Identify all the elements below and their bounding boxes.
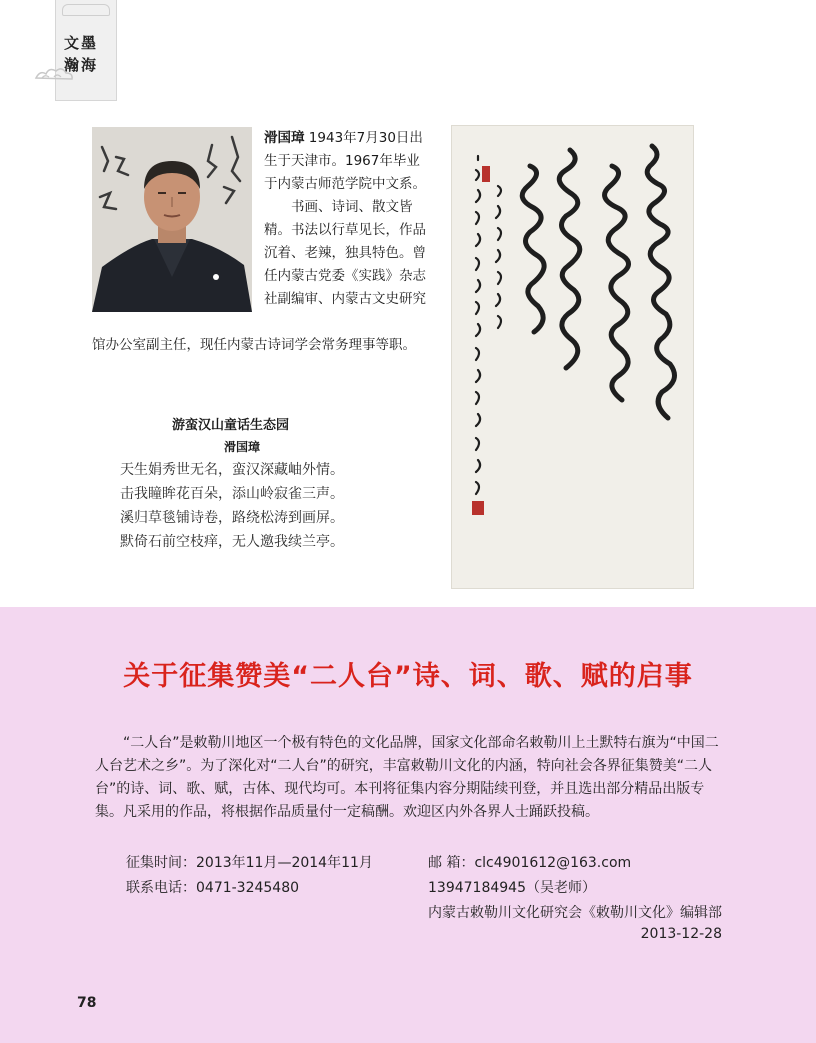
cloud-ornament-icon	[32, 64, 76, 84]
author-bio	[264, 127, 432, 311]
notice-mobile: 13947184945（吴老师）	[428, 880, 596, 896]
badge-ornament	[62, 4, 110, 16]
portrait-illustration	[92, 127, 252, 312]
poem-title: 游蛮汉山童话生态园	[172, 418, 290, 433]
section-badge	[55, 0, 117, 101]
author-portrait	[92, 127, 252, 312]
author-name: 滑国璋	[264, 130, 305, 146]
notice-email: 邮 箱：clc4901612@163.com	[428, 855, 632, 871]
page-number: 78	[77, 995, 97, 1011]
notice-paragraph: “二人台”是敕勒川地区一个极有特色的文化品牌，国家文化部命名敕勒川上土默特右旗为“中国二人台艺术之乡”。为了深化对“二人台”的研究，丰富敕勒川文化的内涵，特向社会各界征集赞美“二人台”的诗、词、歌、赋，古体、现代均可。本刊将征集内容分期陆续刊登，并且选出部分精品出版专集。凡采用的作品，将根据作品质量付一定稿酬。欢迎区内外各界人士踊跃投稿。	[95, 735, 719, 820]
author-bio-tail: 馆办公室副主任，现任内蒙古诗词学会常务理事等职。	[92, 337, 416, 353]
author-bio-head: 1943年7月30日出生于天津市。1967年毕业于内蒙古师范学院中文系。	[264, 130, 426, 192]
seal-stamp-icon	[482, 166, 490, 182]
section-label-line2: 瀚海	[64, 56, 99, 74]
notice-title: 关于征集赞美“二人台”诗、词、歌、赋的启事	[123, 661, 693, 692]
notice-signature: 内蒙古敕勒川文化研究会《敕勒川文化》编辑部	[428, 905, 722, 921]
notice-period: 征集时间：2013年11月—2014年11月	[126, 855, 373, 871]
notice-body	[95, 732, 727, 824]
poem-author: 滑国璋	[224, 440, 261, 454]
poem-line: 溪归草毯铺诗卷，路绕松涛到画屏。	[120, 510, 344, 526]
poem-line: 击我瞳眸花百朵，添山岭寂雀三声。	[120, 486, 344, 502]
notice-date: 2013-12-28	[640, 926, 722, 942]
calligraphy-artwork	[451, 125, 694, 589]
seal-stamp-icon	[472, 501, 484, 515]
notice-phone: 联系电话：0471-3245480	[126, 880, 300, 896]
section-label-line1: 文墨	[64, 34, 99, 52]
author-bio-mid: 书画、诗词、散文皆精。书法以行草见长，作品沉着、老辣，独具特色。曾任内蒙古党委《实践》杂志社副编审、内蒙古文史研究	[264, 199, 426, 307]
poem-line: 天生娟秀世无名，蛮汉深藏岫外情。	[120, 462, 344, 478]
calligraphy-strokes	[452, 126, 693, 588]
poem-line: 默倚石前空枝痒，无人邀我续兰亭。	[120, 534, 344, 550]
poem-body	[120, 458, 344, 554]
